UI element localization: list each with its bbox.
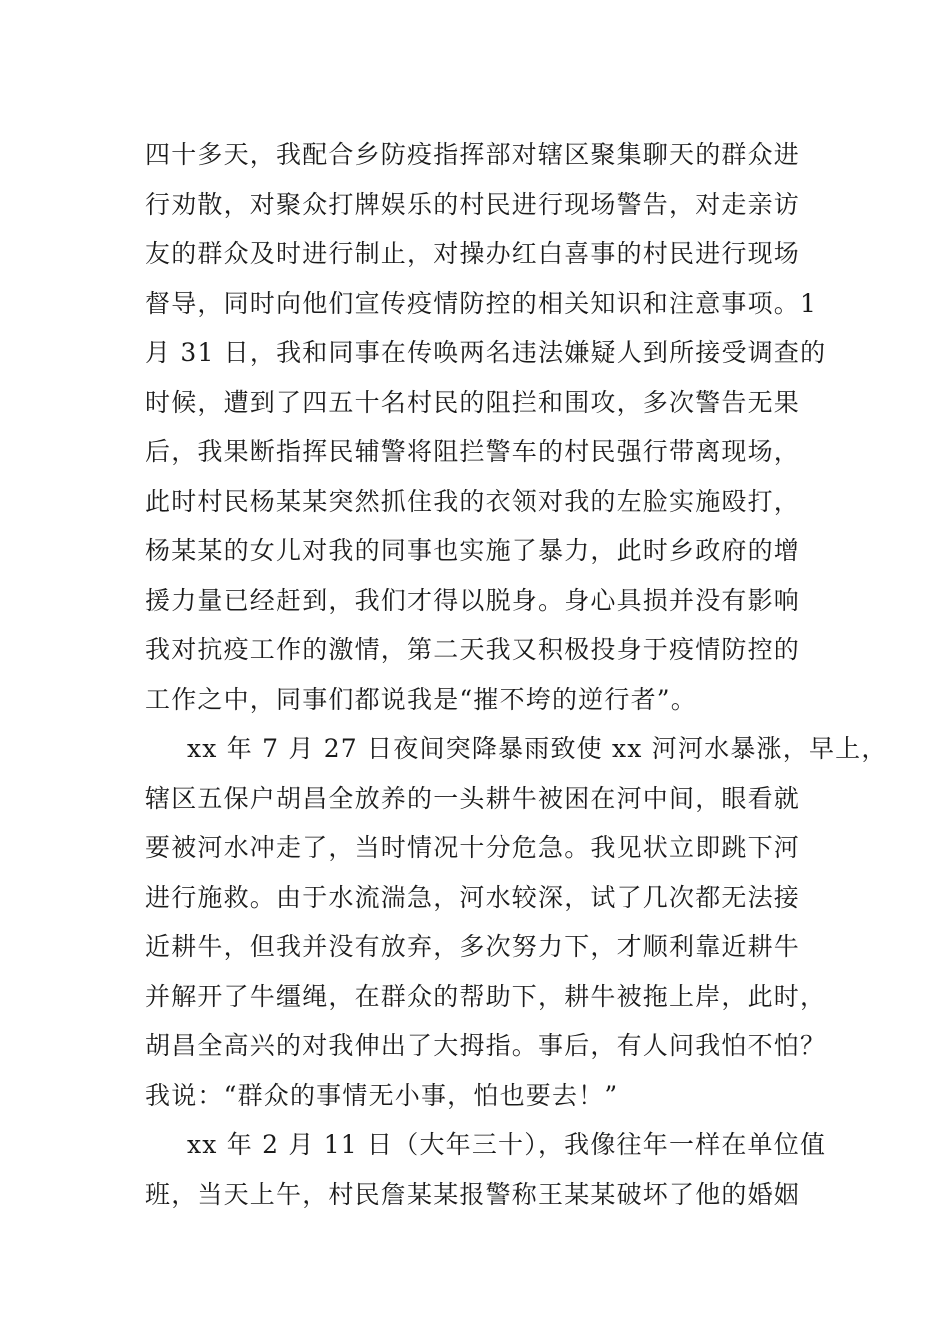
text-line: 后，我果断指挥民辅警将阻拦警车的村民强行带离现场， xyxy=(145,437,801,466)
body-text xyxy=(145,130,888,1219)
text-line: 行劝散，对聚众打牌娱乐的村民进行现场警告，对走亲访 xyxy=(145,189,801,219)
text-line: 杨某某的女儿对我的同事也实施了暴力，此时乡政府的增 xyxy=(145,536,801,565)
text-line: 要被河水冲走了，当时情况十分危急。我见状立即跳下河 xyxy=(145,833,801,862)
text-line: 我对抗疫工作的激情，第二天我又积极投身于疫情防控的 xyxy=(145,635,801,664)
text-line: 近耕牛，但我并没有放弃，多次努力下，才顺利靠近耕牛 xyxy=(145,932,801,961)
text-line: 我说：“群众的事情无小事，怕也要去！” xyxy=(145,1080,619,1110)
text-line: 时候，遭到了四五十名村民的阻拦和围攻，多次警告无果 xyxy=(145,387,801,417)
text-line: 月 31 日，我和同事在传唤两名违法嫌疑人到所接受调查的 xyxy=(145,338,827,367)
text-line: 督导，同时向他们宣传疫情防控的相关知识和注意事项。1 xyxy=(145,288,818,318)
text-line: 辖区五保户胡昌全放养的一头耕牛被困在河中间，眼看就 xyxy=(145,783,801,813)
text-line: 班，当天上午，村民詹某某报警称王某某破坏了他的婚姻 xyxy=(145,1179,801,1209)
text-line: 并解开了牛缰绳，在群众的帮助下，耕牛被拖上岸，此时， xyxy=(145,981,827,1011)
text-line: 援力量已经赶到，我们才得以脱身。身心具损并没有影响 xyxy=(145,585,801,615)
text-line: xx 年 7 月 27 日夜间突降暴雨致使 xx 河河水暴涨，早上， xyxy=(187,734,888,763)
text-line: 胡昌全高兴的对我伸出了大拇指。事后，有人问我怕不怕？ xyxy=(145,1031,827,1060)
text-line: 进行施救。由于水流湍急，河水较深，试了几次都无法接 xyxy=(145,882,801,912)
text-line: 四十多天，我配合乡防疫指挥部对辖区聚集聊天的群众进 xyxy=(145,140,801,169)
text-line: 此时村民杨某某突然抓住我的衣领对我的左脸实施殴打， xyxy=(145,486,801,516)
text-line: 工作之中，同事们都说我是“摧不垮的逆行者”。 xyxy=(145,684,697,714)
text-line: xx 年 2 月 11 日（大年三十），我像往年一样在单位值 xyxy=(187,1130,827,1159)
text-line: 友的群众及时进行制止，对操办红白喜事的村民进行现场 xyxy=(145,239,801,268)
